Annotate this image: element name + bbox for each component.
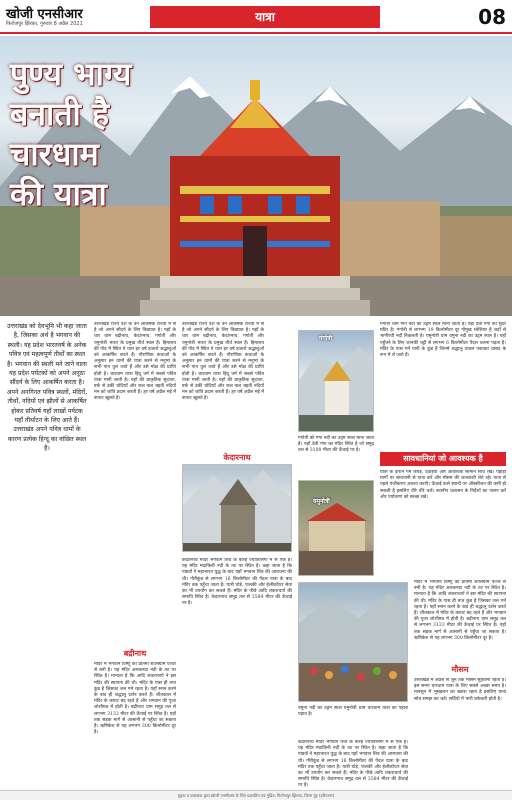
headline-line-4: की यात्रा xyxy=(10,175,107,213)
subhead-kedarnath: केदारनाथ xyxy=(223,453,251,462)
pilgrims-crowd-drawing xyxy=(299,583,408,702)
yamunotri-label: यमुनोत्री xyxy=(313,498,330,505)
hero-photo xyxy=(0,36,512,316)
article-column-5: मंदिर में भगवान विष्णु की प्रतिमा शालिग्राम पत्थर से बनी है। यह मंदिर अलकनंदा नदी के तट पर स्थित है। मान्यता है कि आदि शंकराचार्य ने इस मंदिर की स्थापना की थी। मंदिर के पास ही तप्त कुंड है जिसका जल गर्म रहता है। यहाँ स्नान करने के बाद ही श्रद्धालु दर्शन करते हैं। शीतकाल में मंदिर के कपाट बंद रहते हैं और भगवान की पूजा जोशीमठ में होती है। बद्रीनाथ धाम समुद्र तल से लगभग 3133 मीटर की ऊँचाई पर स्थित है। यहाँ तक सड़क मार्ग से आसानी से पहुँचा जा सकता है। ऋषिकेश से यह लगभग 300 किलोमीटर दूर है। xyxy=(414,580,506,641)
article-column-1: उत्तराखंड राज्य देश के उन आकर्षक राज्यों में से है जो अपने सौंदर्य के लिए विख्यात है। यहाँ के चार धाम बद्रीनाथ, केदारनाथ, गंगोत्री और यमुनोत्री भारत के प्रमुख तीर्थ स्थल हैं। हिमालय की गोद में स्थित ये धाम हर वर्ष हजारों श्रद्धालुओं को आकर्षित करते हैं। पौराणिक कथाओं के अनुसार इन धामों की यात्रा करने से मनुष्य के सभी पाप धुल जाते हैं और उसे मोक्ष की प्राप्ति होती है। चारधाम यात्रा हिंदू धर्म में सबसे पवित्र यात्रा मानी जाती है। यहाँ की प्राकृतिक सुंदरता, बर्फ से ढकी चोटियाँ और कल कल बहती नदियाँ मन को शांति प्रदान करती हैं। हर वर्ष अप्रैल मई में कपाट खुलते हैं। xyxy=(94,322,176,402)
yamunotri-drawing xyxy=(299,481,374,576)
imprint-line: मुद्रक व प्रकाशक द्वारा खोजी एनसीआर के लिए प्रकाशित एवं मुद्रित, फिरोजपुर झिरका, जिला नूंह (हरियाणा) xyxy=(0,790,512,800)
gangotri-photo xyxy=(298,330,374,432)
precautions-text: यात्रा के दौरान गर्म कपड़े, दवाइयाँ और आवश्यक सामान साथ रखें। पहाड़ी मार्गों पर सावधानी से यात्रा करें और मौसम की जानकारी लेते रहें। यात्रा से पहले पंजीकरण अवश्य कराएँ। ऊँचाई वाले स्थानों पर ऑक्सीजन की कमी हो सकती है इसलिए धीरे धीरे चलें। स्थानीय प्रशासन के निर्देशों का पालन करें और पर्यावरण को स्वच्छ रखें। xyxy=(380,470,506,500)
article-column-6: केदारनाथ मंदिर भगवान शिव के बारह ज्योतिर्लिंगों में से एक है। यह मंदिर मंदाकिनी नदी के तट पर स्थित है। कहा जाता है कि पांडवों ने महाभारत युद्ध के बाद यहाँ भगवान शिव की आराधना की थी। गौरीकुंड से लगभग 16 किलोमीटर की पैदल यात्रा के बाद मंदिर तक पहुँचा जाता है। यात्री घोड़े, पालकी और हेलीकॉप्टर सेवा का भी उपयोग कर सकते हैं। मंदिर के पीछे आदि शंकराचार्य की समाधि स्थित है। केदारनाथ समुद्र तल से 3584 मीटर की ऊँचाई पर है। xyxy=(298,740,408,788)
section-title: यात्रा xyxy=(150,6,380,28)
page-number: 08 xyxy=(472,3,506,31)
article-column-4: गंगोत्री धाम गंगा नदी का उद्गम स्थल माना जाता है। यहाँ देवी गंगा का सुंदर मंदिर है। गंगोत्री से लगभग 19 किलोमीटर दूर गौमुख ग्लेशियर है जहाँ से भागीरथी नदी निकलती है। यमुनोत्री धाम यमुना नदी का उद्गम स्थल है। यहाँ पहुँचने के लिए जानकी चट्टी से लगभग 6 किलोमीटर पैदल चलना पड़ता है। मंदिर के पास गर्म पानी के कुंड हैं जिनमें श्रद्धालु चावल पकाकर प्रसाद के रूप में ले जाते हैं। xyxy=(380,322,506,359)
headline-line-3: चारधाम xyxy=(10,135,99,173)
pilgrims-photo xyxy=(298,582,408,702)
season-text: उत्तराखंड में अप्रैल से जून तक मौसम सुहावना रहता है। इस समय चारधाम यात्रा के लिए सबसे अच्छा समय है। मानसून में भूस्खलन का खतरा रहता है इसलिए यात्रा सोच समझ कर करें। सर्दियों में भारी बर्फबारी होती है। xyxy=(414,678,506,702)
gangotri-caption: गंगोत्री को गंगा नदी का उद्गम स्थल माना जाता है। यहाँ देवी गंगा का मंदिर स्थित है जो समुद्र तल से 3100 मीटर की ऊँचाई पर है। xyxy=(298,436,374,453)
subhead-season: मौसम xyxy=(451,665,469,674)
intro-paragraph: उत्तराखंड को देवभूमि भी कहा जाता है, जिसका अर्थ है भगवान की स्थली। यह प्रदेश भारतवर्ष के अनेक पवित्र एवं महत्वपूर्ण तीर्थों का स्थल है। भगवान की स्थली मने जाने वाला यह प्रदेश पर्यटकों को अपने अनूठा सौंदर्य के लिए आकर्षित करता है। अपने अनगिनत पवित्र स्थलों, मंदिरों, तीर्थों, नदियों एवं झीलों से आकर्षित होकर प्रतिवर्ष यहाँ लाखों पर्यटक यहाँ तीर्थाटन के लिए आते हैं। उत्तराखंड अपने पवित्र धामों के कारण प्रत्येक हिन्दू का वांछित स्थल है। xyxy=(6,323,88,453)
masthead xyxy=(0,0,512,34)
article-column-3: केदारनाथ मंदिर भगवान शिव के बारह ज्योतिर्लिंगों में से एक है। यह मंदिर मंदाकिनी नदी के तट पर स्थित है। कहा जाता है कि पांडवों ने महाभारत युद्ध के बाद यहाँ भगवान शिव की आराधना की थी। गौरीकुंड से लगभग 16 किलोमीटर की पैदल यात्रा के बाद मंदिर तक पहुँचा जाता है। यात्री घोड़े, पालकी और हेलीकॉप्टर सेवा का भी उपयोग कर सकते हैं। मंदिर के पीछे आदि शंकराचार्य की समाधि स्थित है। केदारनाथ समुद्र तल से 3584 मीटर की ऊँचाई पर है। xyxy=(182,558,292,607)
issue-line: फिरोजपुर झिरका, गुरुवार 8 अप्रैल 2021 xyxy=(6,21,83,27)
yamunotri-photo xyxy=(298,480,374,576)
kedarnath-photo xyxy=(182,464,292,552)
gangotri-temple-drawing xyxy=(299,331,374,432)
headline-line-2: बनाती है xyxy=(10,95,109,133)
article-column-2b: उत्तराखंड राज्य देश के उन आकर्षक राज्यों में से है जो अपने सौंदर्य के लिए विख्यात है। यहाँ के चार धाम बद्रीनाथ, केदारनाथ, गंगोत्री और यमुनोत्री भारत के प्रमुख तीर्थ स्थल हैं। हिमालय की गोद में स्थित ये धाम हर वर्ष हजारों श्रद्धालुओं को आकर्षित करते हैं। पौराणिक कथाओं के अनुसार इन धामों की यात्रा करने से मनुष्य के सभी पाप धुल जाते हैं और उसे मोक्ष की प्राप्ति होती है। चारधाम यात्रा हिंदू धर्म में सबसे पवित्र यात्रा मानी जाती है। यहाँ की प्राकृतिक सुंदरता, बर्फ से ढकी चोटियाँ और कल कल बहती नदियाँ मन को शांति प्रदान करती हैं। हर वर्ष अप्रैल मई में कपाट खुलते हैं। xyxy=(182,322,264,402)
subhead-badrinath: बद्रीनाथ xyxy=(123,649,147,658)
article-column-2: मंदिर में भगवान विष्णु की प्रतिमा शालिग्राम पत्थर से बनी है। यह मंदिर अलकनंदा नदी के तट पर स्थित है। मान्यता है कि आदि शंकराचार्य ने इस मंदिर की स्थापना की थी। मंदिर के पास ही तप्त कुंड है जिसका जल गर्म रहता है। यहाँ स्नान करने के बाद ही श्रद्धालु दर्शन करते हैं। शीतकाल में मंदिर के कपाट बंद रहते हैं और भगवान की पूजा जोशीमठ में होती है। बद्रीनाथ धाम समुद्र तल से लगभग 3133 मीटर की ऊँचाई पर स्थित है। यहाँ तक सड़क मार्ग से आसानी से पहुँचा जा सकता है। ऋषिकेश से यह लगभग 300 किलोमीटर दूर है। xyxy=(94,662,176,736)
gangotri-label: गंगोत्री xyxy=(319,335,333,342)
headline xyxy=(10,54,170,214)
pilgrims-caption: यमुना नदी का उद्गम स्थल यमुनोत्री धाम चारधाम यात्रा का पहला पड़ाव है। xyxy=(298,706,408,717)
newspaper-brand: खोजी एनसीआर xyxy=(6,7,83,22)
precautions-title: सावधानियां जो आवश्यक है xyxy=(380,452,506,466)
headline-line-1: पुण्य भाग्य xyxy=(10,55,132,93)
kedarnath-temple-drawing xyxy=(183,465,292,552)
